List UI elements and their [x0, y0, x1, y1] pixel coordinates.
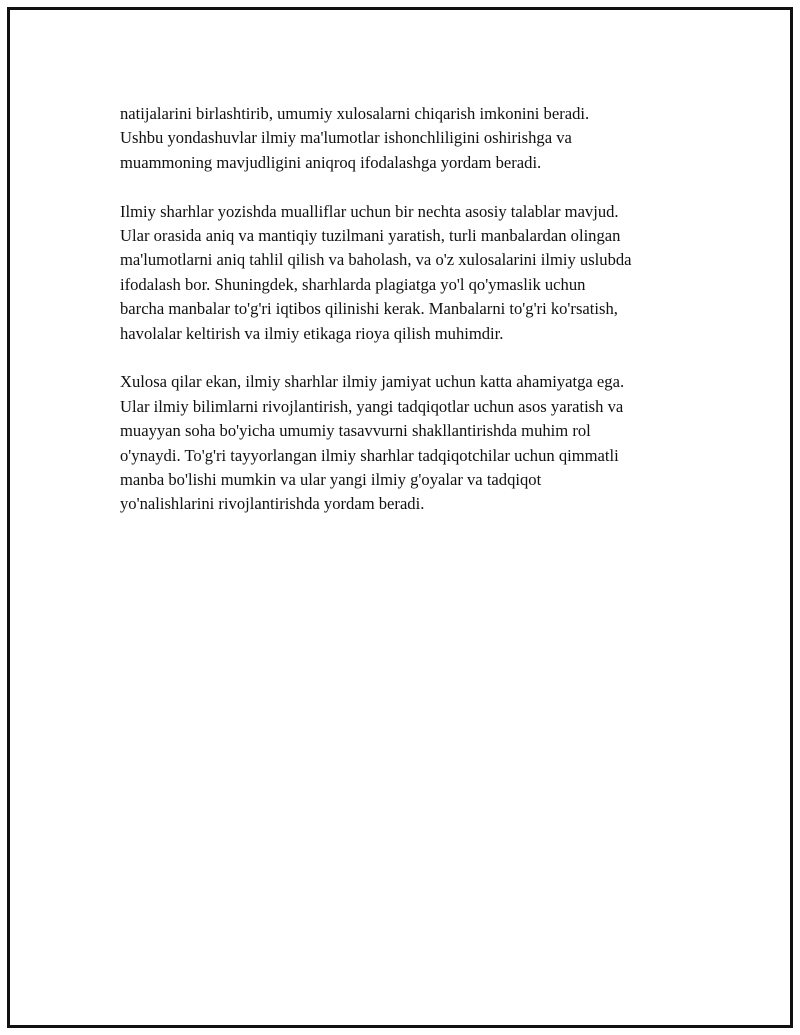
text-line: Xulosa qilar ekan, ilmiy sharhlar ilmiy jamiyat uchun katta ahamiyatga ega. [120, 372, 625, 392]
text-line: o'ynaydi. To'g'ri tayyorlangan ilmiy sharhlar tadqiqotchilar uchun qimmatli [120, 445, 619, 465]
text-line: ifodalash bor. Shuningdek, sharhlarda plagiatga yo'l qo'ymaslik uchun [120, 274, 586, 294]
paragraph-1 [120, 102, 710, 175]
text-line: havolalar keltirish va ilmiy etikaga rioya qilish muhimdir. [120, 323, 504, 343]
text-line: yo'nalishlarini rivojlantirishda yordam beradi. [120, 494, 425, 514]
text-line: barcha manbalar to'g'ri iqtibos qilinishi kerak. Manbalarni to'g'ri ko'rsatish, [120, 299, 618, 319]
text-line: Ular ilmiy bilimlarni rivojlantirish, yangi tadqiqotlar uchun asos yaratish va [120, 396, 624, 416]
text-line: Ilmiy sharhlar yozishda mualliflar uchun bir nechta asosiy talablar mavjud. [120, 201, 619, 221]
text-line: manba bo'lishi mumkin va ular yangi ilmiy g'oyalar va tadqiqot [120, 470, 542, 490]
paragraph-2 [120, 200, 710, 346]
document-body [120, 102, 710, 541]
page-frame [7, 7, 793, 1028]
paragraph-3 [120, 370, 710, 516]
text-line: muammoning mavjudligini aniqroq ifodalashga yordam beradi. [120, 152, 542, 172]
text-line: muayyan soha bo'yicha umumiy tasavvurni shakllantirishda muhim rol [120, 421, 591, 441]
text-line: natijalarini birlashtirib, umumiy xulosalarni chiqarish imkonini beradi. [120, 104, 590, 123]
text-line: Ushbu yondashuvlar ilmiy ma'lumotlar ishonchliligini oshirishga va [120, 128, 572, 148]
text-line: Ular orasida aniq va mantiqiy tuzilmani yaratish, turli manbalardan olingan [120, 226, 621, 246]
text-line: ma'lumotlarni aniq tahlil qilish va baholash, va o'z xulosalarini ilmiy uslubda [120, 250, 632, 270]
